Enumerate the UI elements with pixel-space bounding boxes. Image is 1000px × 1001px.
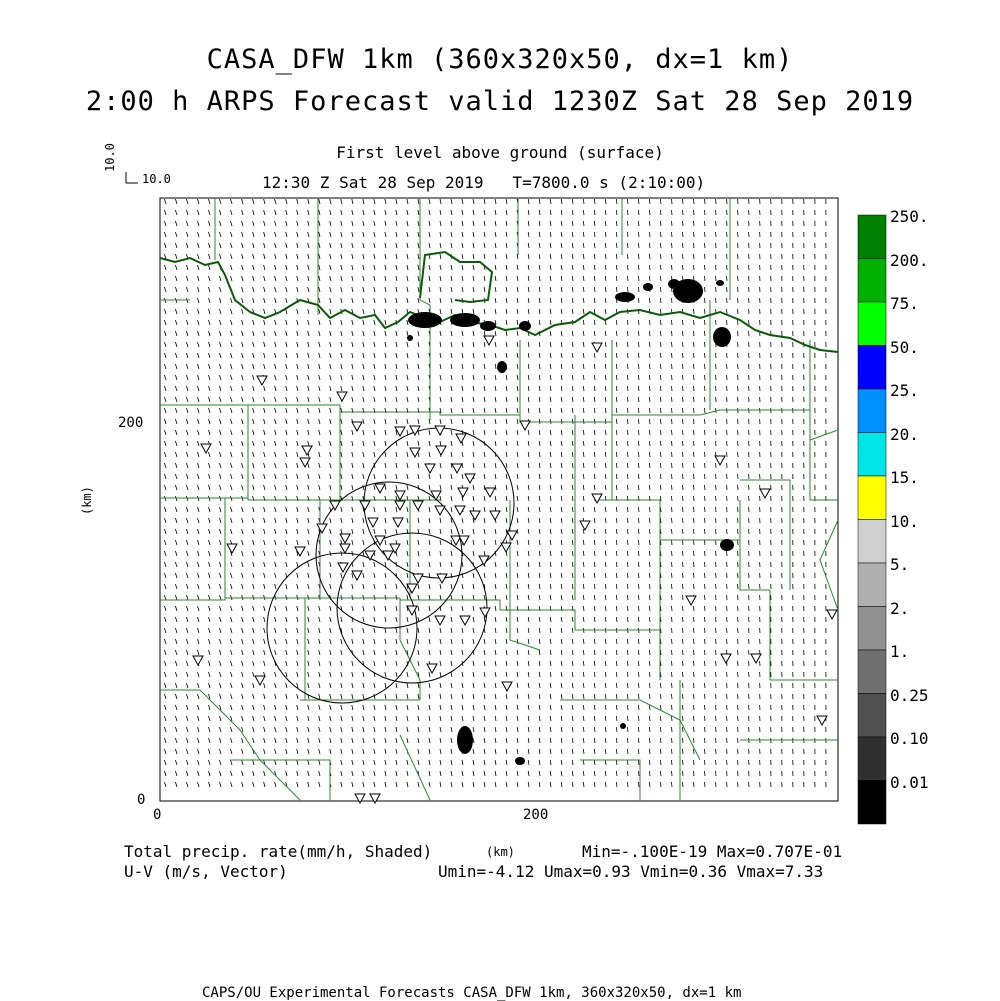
wind-vector [694,320,695,325]
wind-vector [683,221,684,226]
wind-vector [672,320,673,325]
wind-vector [694,727,695,732]
wind-vector [672,441,673,446]
wind-vector [705,276,706,281]
field-precip-label: Total precip. rate(mm/h, Shaded) [124,842,432,861]
wind-vector [694,518,695,523]
x-axis-label: (km) [486,845,515,859]
wind-vector [705,661,706,666]
wind-vector [694,639,695,644]
y-tick-0: 0 [137,792,145,808]
wind-vector [672,243,673,248]
wind-vector [705,287,706,292]
wind-vector [672,199,673,204]
wind-vector [672,386,673,391]
wind-vector [694,716,695,721]
wind-vector [705,529,706,534]
wind-vector [705,408,706,413]
wind-vector [705,496,706,501]
wind-vector [694,210,695,215]
wind-vector [683,529,684,534]
wind-vector [672,375,673,380]
wind-vector [672,782,673,787]
wind-vector [683,584,684,589]
wind-vector [672,595,673,600]
wind-vector [694,397,695,402]
uv-range-label: Umin=-4.12 Umax=0.93 Vmin=0.36 Vmax=7.33 [438,862,823,881]
wind-vector [672,683,673,688]
wind-vector [705,342,706,347]
colorbar-label: 200. [890,251,929,270]
wind-vector [672,661,673,666]
wind-vector [683,430,684,435]
colorbar-swatch [858,650,886,694]
wind-vector [694,441,695,446]
wind-vector [705,782,706,787]
wind-vector [683,199,684,204]
wind-vector [694,760,695,765]
colorbar-label: 20. [890,425,919,444]
wind-vector [683,705,684,710]
wind-vector [705,441,706,446]
wind-vector [672,562,673,567]
wind-vector [705,430,706,435]
title-line-1: CASA_DFW 1km (360x320x50, dx=1 km) [0,44,1000,75]
wind-vector [672,507,673,512]
min-max-label: Min=-.100E-19 Max=0.707E-01 [582,842,842,861]
colorbar-swatch [858,520,886,564]
wind-vector [672,331,673,336]
wind-vector [694,617,695,622]
wind-vector [672,485,673,490]
colorbar-label: 1. [890,642,909,661]
wind-vector [672,342,673,347]
wind-vector [694,705,695,710]
wind-vector [683,562,684,567]
wind-vector [705,298,706,303]
wind-vector [672,254,673,259]
colorbar-label: 10. [890,512,919,531]
wind-vector [694,265,695,270]
wind-vector [683,485,684,490]
wind-vector [694,749,695,754]
wind-vector [705,265,706,270]
wind-vector [694,584,695,589]
wind-vector [694,738,695,743]
wind-vector [705,727,706,732]
wind-vector [705,353,706,358]
level-label: First level above ground (surface) [0,143,1000,162]
wind-vector [705,639,706,644]
wind-vector [672,452,673,457]
colorbar-swatch [858,433,886,477]
wind-vector [683,353,684,358]
wind-vector [694,243,695,248]
wind-vector [683,265,684,270]
wind-vector [705,232,706,237]
colorbar-swatch [858,476,886,520]
wind-vector [705,397,706,402]
wind-vector [694,551,695,556]
wind-vector [705,331,706,336]
wind-vector [705,386,706,391]
colorbar-label: 0.25 [890,686,929,705]
wind-vector [705,573,706,578]
colorbar-label: 0.10 [890,729,929,748]
wind-vector [683,518,684,523]
wind-vector [672,727,673,732]
wind-vector [672,496,673,501]
colorbar-swatch [858,737,886,781]
wind-vector [672,221,673,226]
wind-vector [694,419,695,424]
wind-vector [672,298,673,303]
wind-vector [705,562,706,567]
colorbar-swatch [858,389,886,433]
colorbar-swatch [858,346,886,390]
wind-vector [694,309,695,314]
wind-vector [672,430,673,435]
wind-vector [705,452,706,457]
wind-vector [705,199,706,204]
wind-vector [672,551,673,556]
wind-vector [694,386,695,391]
wind-vector [672,408,673,413]
wind-vector [705,771,706,776]
wind-vector [683,639,684,644]
wind-vector [694,529,695,534]
wind-vector [705,254,706,259]
wind-vector [683,595,684,600]
colorbar-swatch [858,563,886,607]
wind-vector [672,573,673,578]
colorbar-swatch [858,215,886,259]
wind-vector [683,386,684,391]
wind-vector [705,419,706,424]
wind-vector [705,540,706,545]
wind-vector [672,232,673,237]
wind-vector [683,254,684,259]
wind-vector [672,716,673,721]
wind-vector [683,243,684,248]
wind-vector [672,265,673,270]
wind-vector [694,474,695,479]
wind-vector [705,518,706,523]
wind-vector [672,529,673,534]
colorbar-label: 25. [890,381,919,400]
wind-vector [672,650,673,655]
wind-vector [672,353,673,358]
colorbar-label: 0.01 [890,773,929,792]
wind-vector [694,375,695,380]
wind-vector [683,771,684,776]
wind-vector [683,672,684,677]
wind-vector [694,661,695,666]
wind-vector [683,573,684,578]
wind-vector [672,760,673,765]
wind-vector [705,628,706,633]
wind-vector [683,331,684,336]
wind-vector [672,419,673,424]
wind-vector [694,694,695,699]
wind-vector [683,474,684,479]
wind-vector [683,551,684,556]
wind-vector [694,221,695,226]
colorbar-label: 5. [890,555,909,574]
wind-vector [694,672,695,677]
wind-vector [694,650,695,655]
wind-vector [705,309,706,314]
wind-vector [705,474,706,479]
wind-vector [694,573,695,578]
wind-vector [705,595,706,600]
wind-vector [694,463,695,468]
wind-vector [683,617,684,622]
wind-vector [683,397,684,402]
wind-vector [705,650,706,655]
colorbar-swatch [858,302,886,346]
wind-vector [694,331,695,336]
wind-vector [683,683,684,688]
wind-vector [694,430,695,435]
vector-key-vertical-label: 10.0 [103,143,117,172]
wind-vector [683,419,684,424]
wind-vector [705,683,706,688]
wind-vector [705,617,706,622]
wind-vector [683,507,684,512]
wind-vector [705,738,706,743]
wind-vector [672,397,673,402]
wind-vector [672,771,673,776]
wind-vector [683,749,684,754]
wind-vector [683,540,684,545]
wind-vector [705,694,706,699]
wind-vector [694,496,695,501]
wind-vector [705,221,706,226]
wind-vector [683,210,684,215]
wind-vector [694,782,695,787]
wind-vector [694,408,695,413]
wind-vector [705,672,706,677]
wind-vector [705,485,706,490]
wind-vector [705,364,706,369]
credit-footer: CAPS/OU Experimental Forecasts CASA_DFW 1km, 360x320x50, dx=1 km [202,985,741,1001]
wind-vector [683,375,684,380]
wind-vector [705,320,706,325]
x-tick-200: 200 [523,807,548,823]
wind-vector [683,232,684,237]
wind-vector [672,364,673,369]
wind-vector [705,463,706,468]
wind-vector [683,496,684,501]
y-axis-label: (km) [80,486,94,515]
wind-vector [705,551,706,556]
colorbar-swatch [858,781,886,825]
wind-vector [705,716,706,721]
wind-vector [683,606,684,611]
wind-vector [683,782,684,787]
wind-vector [694,342,695,347]
vector-key-horizontal-label: 10.0 [142,172,171,186]
wind-vector [672,617,673,622]
wind-vector [694,683,695,688]
wind-vector [694,485,695,490]
colorbar-label: 2. [890,599,909,618]
wind-vector [694,606,695,611]
wind-vector [672,540,673,545]
wind-vector [683,661,684,666]
colorbar [858,215,886,824]
wind-vector [694,771,695,776]
colorbar-label: 250. [890,207,929,226]
wind-vector [672,738,673,743]
wind-vector [672,639,673,644]
wind-vector [694,254,695,259]
colorbar-swatch [858,607,886,651]
field-wind-label: U-V (m/s, Vector) [124,862,288,881]
wind-vector [683,320,684,325]
wind-vector [694,232,695,237]
wind-vector [683,628,684,633]
wind-vector [683,441,684,446]
colorbar-swatch [858,694,886,738]
wind-vector [705,375,706,380]
wind-vector [694,364,695,369]
wind-vector [694,507,695,512]
wind-vector [705,507,706,512]
wind-vector [694,540,695,545]
vector-key-arrow [126,172,138,183]
wind-vector [672,474,673,479]
wind-vector [694,562,695,567]
colorbar-label: 50. [890,338,919,357]
wind-vector [672,628,673,633]
title-line-2: 2:00 h ARPS Forecast valid 1230Z Sat 28 Sep 2019 [0,86,1000,117]
wind-vector [683,463,684,468]
wind-vector [694,199,695,204]
wind-vector [705,749,706,754]
wind-vector [683,452,684,457]
wind-vector [672,584,673,589]
wind-vector [672,463,673,468]
wind-vector [672,705,673,710]
wind-vector [672,749,673,754]
y-tick-200: 200 [118,415,143,431]
wind-vector [694,452,695,457]
wind-vector [672,694,673,699]
colorbar-swatch [858,259,886,303]
wind-vector [672,518,673,523]
wind-vector [683,650,684,655]
model-time: T=7800.0 s (2:10:00) [512,173,705,192]
wind-vector [672,672,673,677]
colorbar-label: 15. [890,468,919,487]
wind-vector [705,760,706,765]
colorbar-label: 75. [890,294,919,313]
wind-vector [705,584,706,589]
wind-vector [683,364,684,369]
wind-vector [705,210,706,215]
wind-vector [683,760,684,765]
wind-vector [705,705,706,710]
wind-vector [683,408,684,413]
wind-vector [683,342,684,347]
x-tick-0: 0 [153,807,161,823]
wind-vector [683,716,684,721]
wind-vector [694,353,695,358]
wind-vector [672,210,673,215]
wind-vector [672,606,673,611]
wind-vector [705,606,706,611]
wind-vector [683,727,684,732]
wind-vector [683,694,684,699]
wind-vector [683,738,684,743]
wind-vector [705,243,706,248]
time-info: 12:30 Z Sat 28 Sep 2019 [262,173,484,192]
wind-vector [694,628,695,633]
